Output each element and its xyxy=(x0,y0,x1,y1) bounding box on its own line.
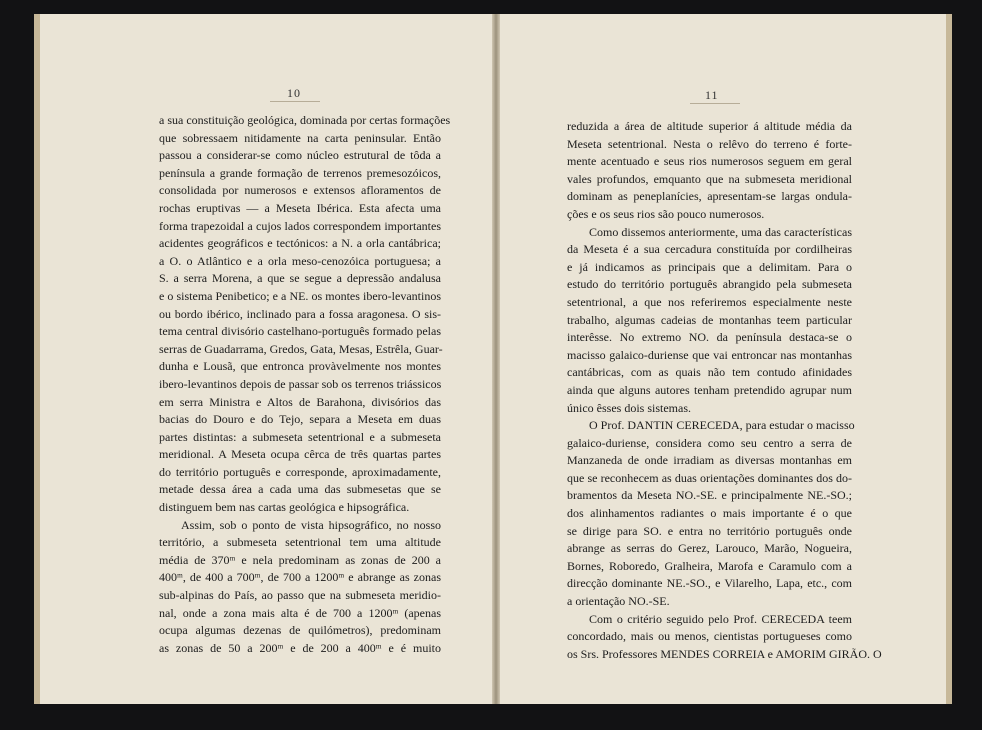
text-line: concordado, mais ou menos, cientistas portugueses como xyxy=(567,629,852,644)
text-line: abrange as serras do Gerez, Larouco, Marão, Nogueira, xyxy=(567,541,852,556)
text-line: a O. o Atlântico e a orla meso-cenozóica portuguesa; a xyxy=(159,253,441,268)
text-line: S. a serra Morena, a que se segue a depressão andalusa xyxy=(159,271,441,286)
text-line: setentrional, a que nos referiremos especialmente neste xyxy=(567,294,852,309)
text-line: macisso galaico-duriense que vai entroncar nas montanhas xyxy=(567,347,852,362)
text-line: forma trapezoidal a cujos lados correspondem importantes xyxy=(159,218,441,233)
text-line: e o sistema Penibetico; e a NE. os montes ibero-levantinos xyxy=(159,288,441,303)
text-line: as zonas de 50 a 200ᵐ e de 200 a 400ᵐ e é muito xyxy=(159,640,441,655)
text-line: Meseta setentrional. Nesta o relêvo do terreno é forte- xyxy=(567,136,852,151)
text-line: Manzaneda de onde irradiam as diversas montanhas em xyxy=(567,453,852,468)
text-line: ainda que alguns autores tenham pretendido agrupar num xyxy=(567,382,852,397)
text-line: trabalho, algumas cadeias de montanhas teem particular xyxy=(567,312,852,327)
text-line: O Prof. DANTIN CERECEDA, para estudar o macisso xyxy=(589,418,855,433)
right-page-text xyxy=(567,118,882,663)
text-line: reduzida a área de altitude superior á altitude média da xyxy=(567,119,852,133)
left-page-number: 10 xyxy=(287,86,301,100)
text-line: média de 370ᵐ e nela predominam as zonas de 200 a xyxy=(159,552,441,567)
text-line: ocupa algumas dezenas de quilómetros), predominam xyxy=(159,623,441,638)
text-line: do território português e corresponde, aproximadamente, xyxy=(159,464,441,479)
text-line: a sua constituição geológica, dominada por certas formações xyxy=(159,113,451,127)
text-line: único êsses dois sistemas. xyxy=(567,400,691,415)
text-line: consolidada por numerosos e extensos afloramentos de xyxy=(159,183,441,198)
text-line: serras de Guadarrama, Gredos, Gata, Mesas, Estrêla, Guar- xyxy=(159,341,443,356)
text-line: rochas eruptivas — a Meseta Ibérica. Esta afecta uma xyxy=(159,200,441,215)
right-header-rule xyxy=(690,103,740,104)
text-line: que se reconhecem as duas orientações dominantes dos do- xyxy=(567,470,852,485)
text-line: se dirige para SO. e entra no território português onde xyxy=(567,523,852,538)
text-line: bacias do Douro e do Tejo, separa a Meseta em duas xyxy=(159,412,441,427)
text-line: Com o critério seguido pelo Prof. CERECEDA teem xyxy=(589,611,852,626)
text-line: dominam as peneplanícies, apresentam-se largas ondula- xyxy=(567,189,852,204)
text-line: os Srs. Professores MENDES CORREIA e AMORIM GIRÃO. O xyxy=(567,646,882,661)
text-line: passou a considerar-se como núcleo estrutural de tôda a xyxy=(159,148,441,163)
text-line: ibero-levantinos depois de passar sob os terrenos triássicos xyxy=(159,376,442,391)
text-line: ções e os seus rios são pouco numerosos. xyxy=(567,206,765,221)
text-line: meridional. A Meseta ocupa cêrca de três quartas partes xyxy=(159,447,441,462)
text-line: galaico-duriense, considera como seu centro a serra de xyxy=(567,435,852,450)
text-line: mente acentuado e seus rios numerosos seguem em geral xyxy=(567,154,852,169)
text-line: partes distintas: a submeseta setentrional e a submeseta xyxy=(159,429,441,444)
text-line: a orientação NO.-SE. xyxy=(567,594,670,609)
text-line: Bornes, Roboredo, Gralheira, Marofa e Caramulo com a xyxy=(567,558,852,573)
text-line: território, a submeseta setentrional tem uma altitude xyxy=(159,535,441,550)
text-line: tema central divisório castelhano-português formado pelas xyxy=(159,324,441,339)
text-line: estudo do território português abrangido pela submeseta xyxy=(567,277,852,292)
text-line: distinguem bem nas cartas geológica e hipsográfica. xyxy=(159,500,410,515)
right-page-number: 11 xyxy=(705,88,719,102)
text-line: acidentes geográficos e tectónicos: a N. a orla cantábrica; xyxy=(159,236,441,251)
text-line: da Meseta é a sua cercadura constituída por cordilheiras xyxy=(567,242,852,257)
text-line: dos alinhamentos radiantes o mais importante é o que xyxy=(567,506,852,521)
text-line: em serra Ministra e Altos de Barahona, divisórios das xyxy=(159,394,441,409)
text-line: sub-alpinas do País, ao passo que na submeseta meridio- xyxy=(159,588,441,603)
text-line: vales profundos, emquanto que na submeseta meridional xyxy=(567,171,852,186)
text-line: Assim, sob o ponto de vista hipsográfico, no nosso xyxy=(181,517,441,532)
text-line: que sobressaem nitidamente na carta peninsular. Então xyxy=(159,130,441,145)
book-gutter xyxy=(492,14,500,704)
text-line: ou bordo ibérico, inclinado para a fossa aragonesa. O sis- xyxy=(159,306,441,321)
text-line: dunha e Lousã, que entronca provàvelmente nos montes xyxy=(159,359,441,374)
left-page-text xyxy=(159,112,451,657)
text-line: metade dessa área a cada uma das submesetas que se xyxy=(159,482,441,497)
text-line: 400ᵐ, de 400 a 700ᵐ, de 700 a 1200ᵐ e abrange as zonas xyxy=(159,570,441,585)
text-line: nal, onde a zona mais alta é de 700 a 1200ᵐ (apenas xyxy=(159,605,441,620)
left-header-rule xyxy=(270,101,320,102)
text-line: e já indicamos as principais que a delimitam. Para o xyxy=(567,259,852,274)
text-line: interêsse. No extremo NO. da península destaca-se o xyxy=(567,330,852,345)
text-line: bramentos da Meseta NO.-SE. e principalmente NE.-SO.; xyxy=(567,488,852,503)
text-line: cantábricas, com as quais não tem contudo afinidades xyxy=(567,365,852,380)
text-line: direcção dominante NE.-SO., e Vilarelho, Lapa, etc., com xyxy=(567,576,852,591)
text-line: Como dissemos anteriormente, uma das características xyxy=(589,224,852,239)
text-line: península a grande formação de terrenos premesozóicos, xyxy=(159,165,441,180)
